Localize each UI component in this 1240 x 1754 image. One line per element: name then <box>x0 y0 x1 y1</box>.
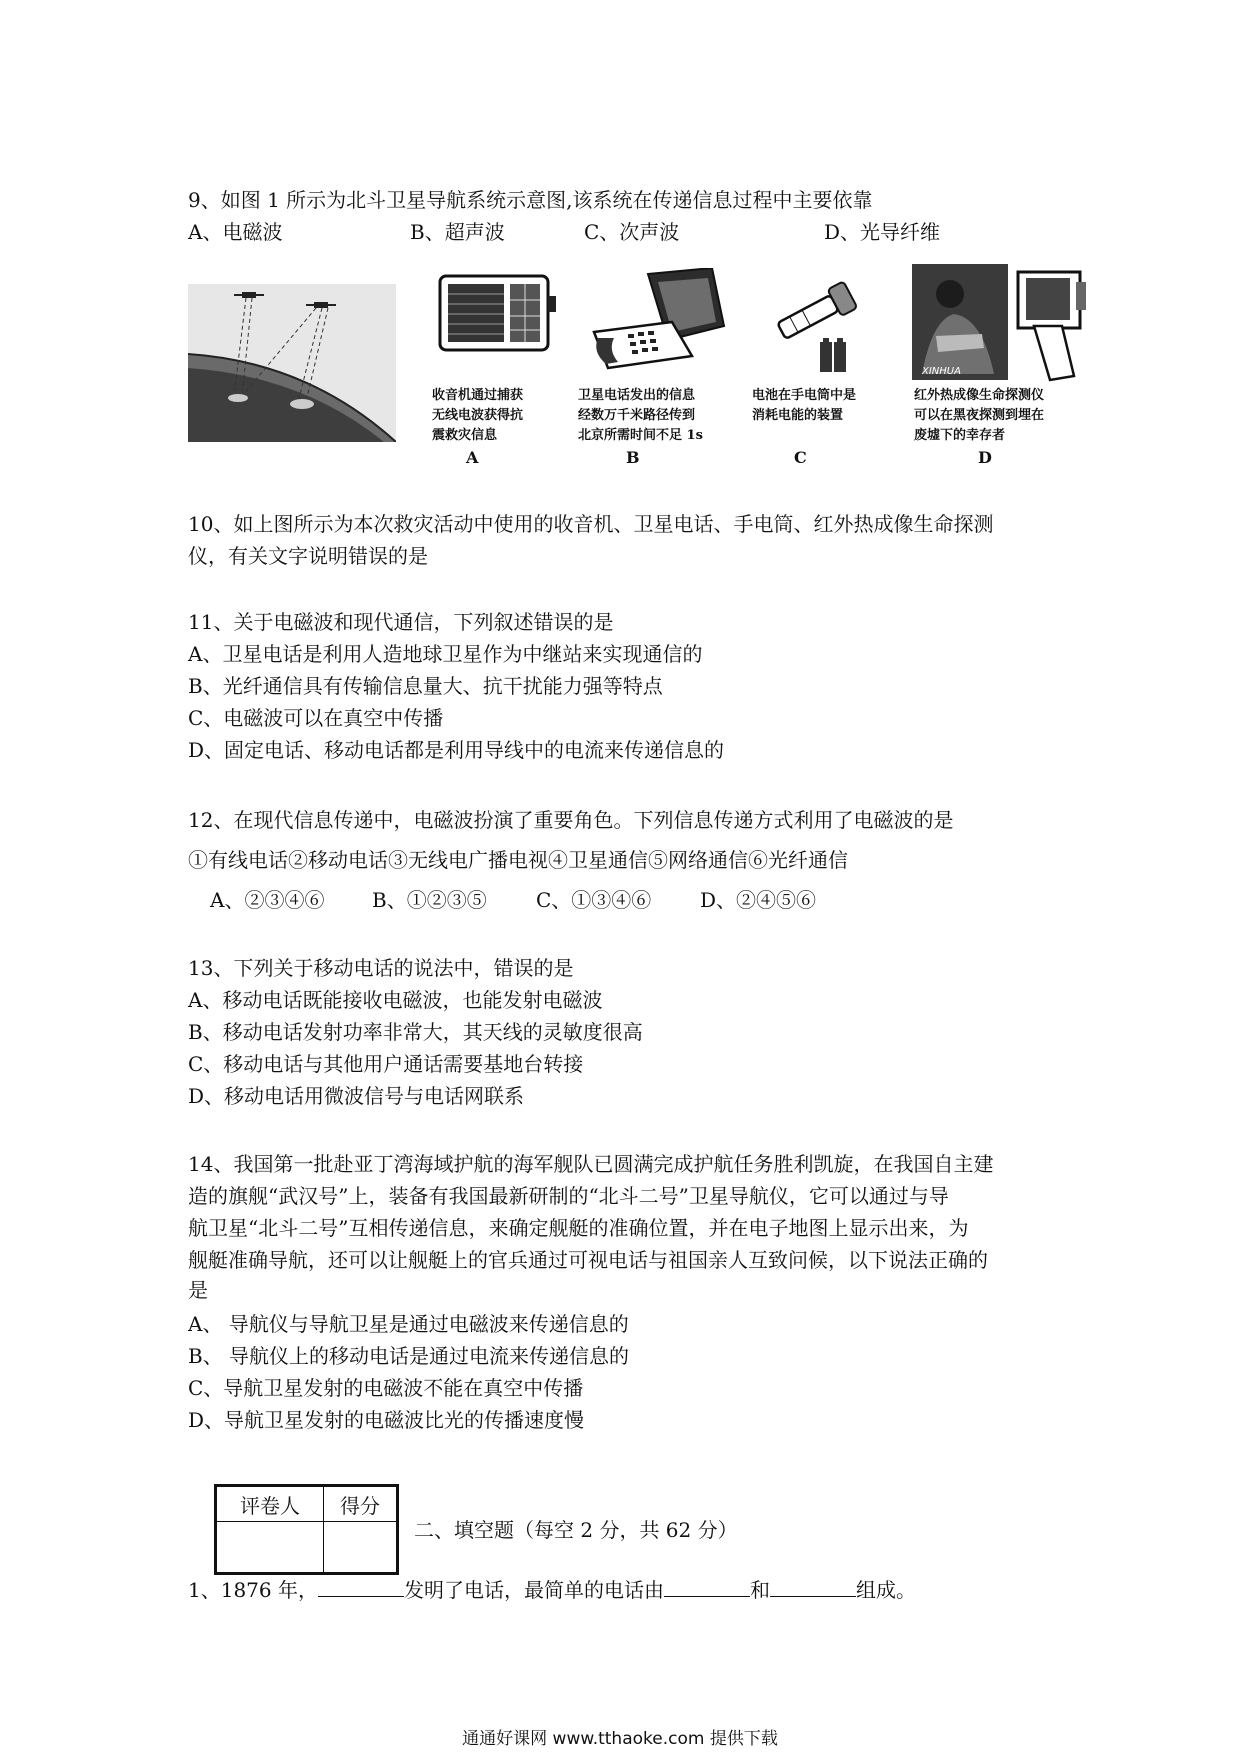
figure-label-b: B <box>626 448 640 467</box>
caption-b-line3: 北京所需时间不足 1s <box>578 428 703 443</box>
figure-label-a: A <box>466 448 479 467</box>
q11-option-a: A、卫星电话是利用人造地球卫星作为中继站来实现通信的 <box>188 642 703 666</box>
q14-line3: 航卫星“北斗二号”互相传递信息，来确定舰艇的准确位置，并在电子地图上显示出来，为 <box>188 1216 969 1240</box>
caption-b-line1: 卫星电话发出的信息 <box>578 388 696 403</box>
fill1-blank-component-1[interactable] <box>664 1576 750 1597</box>
q14-line5: 是 <box>188 1278 208 1302</box>
fill1-part1: 1、1876 年， <box>188 1578 318 1602</box>
flashlight-image <box>762 276 862 376</box>
grader-header: 评卷人 <box>216 1486 324 1522</box>
q10-line1: 10、如上图所示为本次救灾活动中使用的收音机、卫星电话、手电筒、红外热成像生命探测 <box>188 512 994 536</box>
fill-question-1 <box>188 1576 916 1604</box>
score-header: 得分 <box>324 1486 398 1522</box>
q12-option-c: C、①③④⑥ <box>536 888 652 912</box>
q14-option-c: C、导航卫星发射的电磁波不能在真空中传播 <box>188 1376 584 1400</box>
q14-line1: 14、我国第一批赴亚丁湾海域护航的海军舰队已圆满完成护航任务胜利凯旋，在我国自主建 <box>188 1152 994 1176</box>
infrared-detector-image <box>912 264 1088 384</box>
q13-stem: 13、下列关于移动电话的说法中，错误的是 <box>188 956 574 980</box>
q14-option-b: B、 导航仪上的移动电话是通过电流来传递信息的 <box>188 1344 630 1368</box>
q14-line2: 造的旗舰“武汉号”上，装备有我国最新研制的“北斗二号”卫星导航仪，它可以通过与导 <box>188 1184 949 1208</box>
fill1-blank-inventor[interactable] <box>318 1576 404 1597</box>
radio-image <box>432 272 558 354</box>
q11-option-d: D、固定电话、移动电话都是利用导线中的电流来传递信息的 <box>188 738 725 762</box>
q12-stem: 12、在现代信息传递中，电磁波扮演了重要角色。下列信息传递方式利用了电磁波的是 <box>188 808 954 832</box>
q9-stem: 9、如图 1 所示为北斗卫星导航系统示意图,该系统在传递信息过程中主要依靠 <box>188 188 873 212</box>
q12-option-a: A、②③④⑥ <box>210 888 325 912</box>
q12-items: ①有线电话②移动电话③无线电广播电视④卫星通信⑤网络通信⑥光纤通信 <box>188 848 848 872</box>
page-footer: 通通好课网 www.tthaoke.com 提供下载 <box>462 1729 778 1749</box>
q14-option-d: D、导航卫星发射的电磁波比光的传播速度慢 <box>188 1408 585 1432</box>
battery-icon <box>820 338 846 372</box>
vehicle-icon <box>290 399 314 409</box>
satellite-navigation-figure <box>188 284 396 442</box>
caption-a-line1: 收音机通过捕获 <box>432 388 524 403</box>
caption-c-line1: 电池在手电筒中是 <box>752 388 857 403</box>
fill1-part2: 发明了电话，最简单的电话由 <box>403 1578 664 1602</box>
caption-c-line2: 消耗电能的装置 <box>752 408 844 423</box>
q11-option-b: B、光纤通信具有传输信息量大、抗干扰能力强等特点 <box>188 674 663 698</box>
ground-station-icon <box>228 394 248 402</box>
caption-a-line3: 震救灾信息 <box>432 428 498 443</box>
q9-option-c: C、次声波 <box>584 220 680 244</box>
fill1-part3: 和 <box>749 1578 770 1602</box>
caption-d-line1: 红外热成像生命探测仪 <box>914 388 1045 403</box>
q9-option-d: D、光导纤维 <box>824 220 941 244</box>
q13-option-b: B、移动电话发射功率非常大，其天线的灵敏度很高 <box>188 1020 643 1044</box>
satellite-phone-image <box>588 268 732 372</box>
caption-d-line2: 可以在黑夜探测到埋在 <box>914 408 1045 423</box>
fill1-part4: 组成。 <box>855 1578 916 1602</box>
q9-option-a: A、电磁波 <box>188 220 283 244</box>
section-2-title: 二、填空题（每空 2 分，共 62 分） <box>414 1518 738 1542</box>
q14-option-a: A、 导航仪与导航卫星是通过电磁波来传递信息的 <box>188 1312 629 1336</box>
grader-cell[interactable] <box>216 1522 324 1574</box>
caption-a-line2: 无线电波获得抗 <box>432 408 524 423</box>
figure-label-d: D <box>978 448 992 467</box>
q12-option-d: D、②④⑤⑥ <box>700 888 817 912</box>
caption-b-line2: 经数万千米路径传到 <box>578 408 696 423</box>
q11-option-c: C、电磁波可以在真空中传播 <box>188 706 444 730</box>
score-cell[interactable] <box>324 1522 398 1574</box>
watermark-text: XINHUA <box>922 366 961 377</box>
score-box <box>214 1484 399 1575</box>
caption-d-line3: 废墟下的幸存者 <box>914 428 1006 443</box>
q14-line4: 舰艇准确导航，还可以让舰艇上的官兵通过可视电话与祖国亲人互致问候，以下说法正确的 <box>188 1248 988 1272</box>
q9-option-b: B、超声波 <box>410 220 505 244</box>
q13-option-a: A、移动电话既能接收电磁波，也能发射电磁波 <box>188 988 603 1012</box>
q11-stem: 11、关于电磁波和现代通信，下列叙述错误的是 <box>188 610 614 634</box>
q10-line2: 仪，有关文字说明错误的是 <box>188 544 428 568</box>
q13-option-c: C、移动电话与其他用户通话需要基地台转接 <box>188 1052 584 1076</box>
q13-option-d: D、移动电话用微波信号与电话网联系 <box>188 1084 525 1108</box>
fill1-blank-component-2[interactable] <box>770 1576 856 1597</box>
figure-label-c: C <box>794 448 807 467</box>
q12-option-b: B、①②③⑤ <box>372 888 487 912</box>
